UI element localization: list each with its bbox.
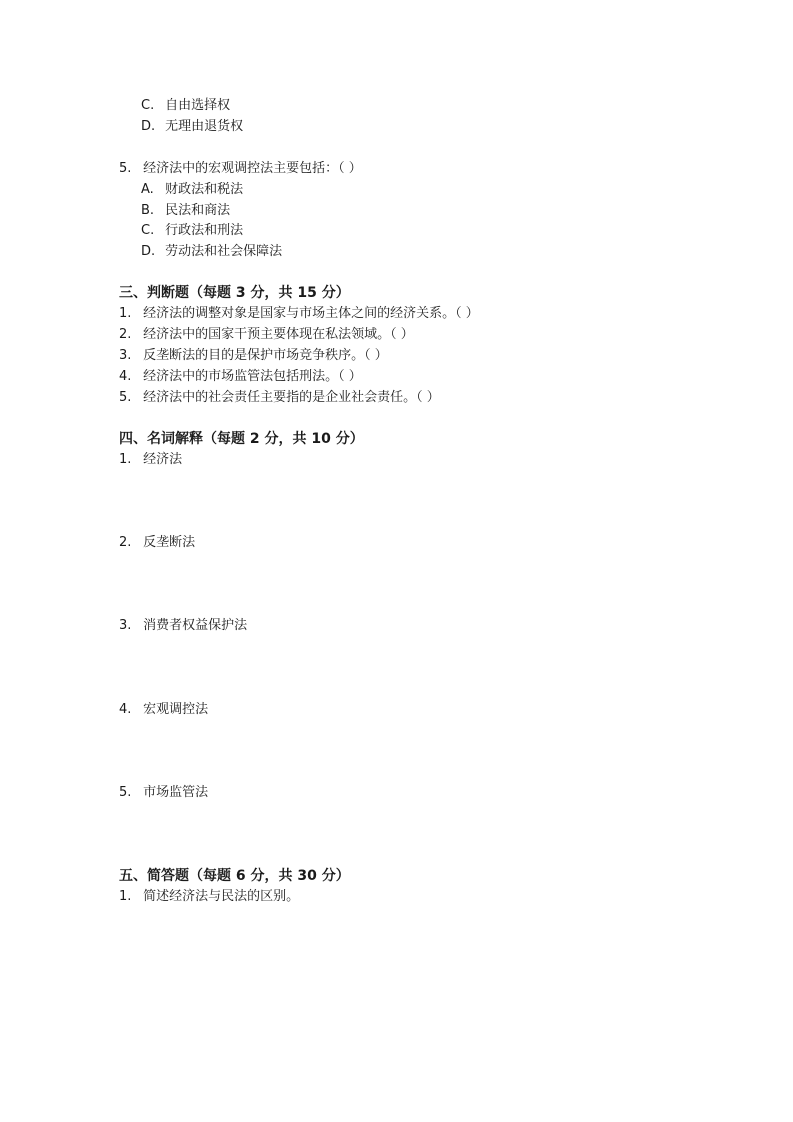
q5-option-a xyxy=(141,181,243,199)
question-number: 4. xyxy=(119,369,132,384)
section4-item-4 xyxy=(119,701,208,719)
section4-item-2 xyxy=(119,534,195,552)
question-text: 宏观调控法 xyxy=(143,702,209,717)
question-text: 经济法的调整对象是国家与市场主体之间的经济关系。（ ） xyxy=(143,306,479,321)
option-letter: D. xyxy=(141,244,156,259)
question-number: 3. xyxy=(119,618,132,633)
question-text: 经济法 xyxy=(143,452,183,467)
question-text: 经济法中的市场监管法包括刑法。（ ） xyxy=(143,369,362,384)
option-text: 行政法和刑法 xyxy=(165,223,244,238)
question-number: 1. xyxy=(119,889,132,904)
question-text: 经济法中的宏观调控法主要包括：（ ） xyxy=(143,161,362,176)
section4-item-3 xyxy=(119,617,247,635)
question-number: 5. xyxy=(119,785,132,800)
question-text: 消费者权益保护法 xyxy=(143,618,248,633)
question-text: 经济法中的社会责任主要指的是企业社会责任。（ ） xyxy=(143,390,440,405)
q5-option-c xyxy=(141,222,243,240)
option-text: 无理由退货权 xyxy=(165,119,244,134)
section4-heading: 四、名词解释（每题 2 分，共 10 分） xyxy=(119,431,364,447)
question-number: 2. xyxy=(119,327,132,342)
q4-option-c xyxy=(141,97,230,115)
question-text: 市场监管法 xyxy=(143,785,209,800)
option-text: 自由选择权 xyxy=(165,98,231,113)
option-letter: A. xyxy=(141,182,154,197)
question-number: 4. xyxy=(119,702,132,717)
section3-item-4 xyxy=(119,368,362,386)
option-letter: B. xyxy=(141,203,155,218)
q5-option-d xyxy=(141,243,282,261)
section4-item-5 xyxy=(119,784,208,802)
question-text: 反垄断法 xyxy=(143,535,196,550)
section4-item-1 xyxy=(119,451,182,469)
question-number: 1. xyxy=(119,452,132,467)
question-number: 1. xyxy=(119,306,132,321)
q5-stem xyxy=(119,160,362,178)
question-number: 5. xyxy=(119,390,132,405)
question-number: 2. xyxy=(119,535,132,550)
option-letter: C. xyxy=(141,98,155,113)
section5-item-1 xyxy=(119,888,299,906)
question-number: 3. xyxy=(119,348,132,363)
section3-item-1 xyxy=(119,305,479,323)
section5-heading: 五、简答题（每题 6 分，共 30 分） xyxy=(119,868,350,884)
option-text: 劳动法和社会保障法 xyxy=(165,244,283,259)
question-text: 简述经济法与民法的区别。 xyxy=(143,889,300,904)
section3-item-3 xyxy=(119,347,388,365)
q5-option-b xyxy=(141,202,230,220)
section3-item-2 xyxy=(119,326,414,344)
question-number: 5. xyxy=(119,161,132,176)
option-text: 财政法和税法 xyxy=(165,182,244,197)
q4-option-d xyxy=(141,118,243,136)
question-text: 反垄断法的目的是保护市场竞争秩序。（ ） xyxy=(143,348,388,363)
section3-item-5 xyxy=(119,389,440,407)
question-text: 经济法中的国家干预主要体现在私法领域。（ ） xyxy=(143,327,414,342)
option-letter: D. xyxy=(141,119,156,134)
section3-heading: 三、判断题（每题 3 分，共 15 分） xyxy=(119,285,350,301)
option-letter: C. xyxy=(141,223,155,238)
option-text: 民法和商法 xyxy=(165,203,231,218)
